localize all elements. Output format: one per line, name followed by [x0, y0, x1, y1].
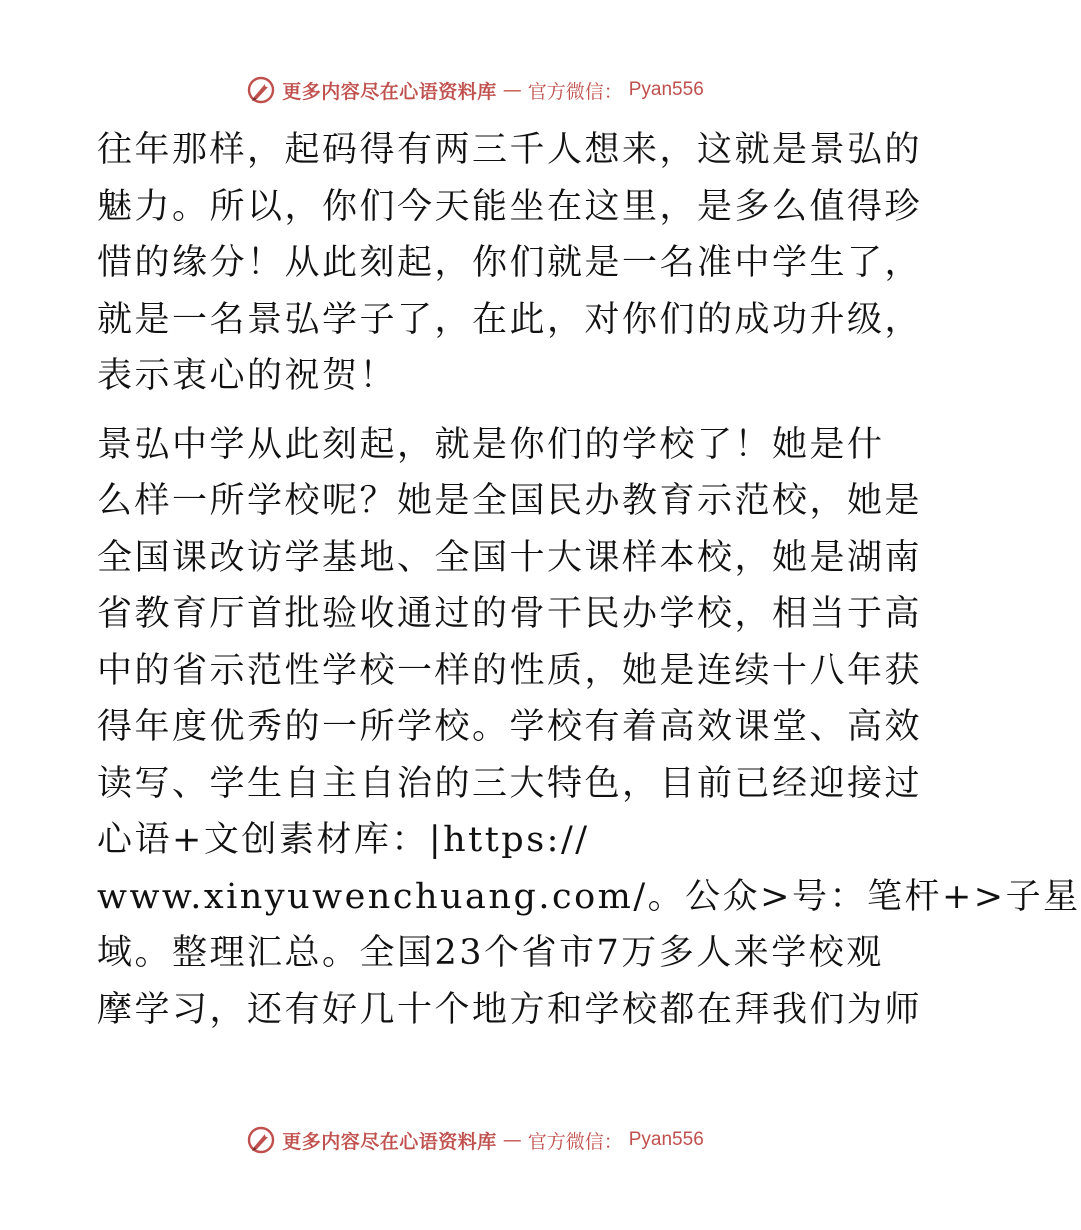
- footer-banner: [0, 1120, 950, 1160]
- banner-wechat-id: Pyan556: [628, 79, 704, 100]
- pen-logo-icon: [246, 75, 276, 105]
- text-line: 往年那样，起码得有两三千人想来，这就是景弘的: [97, 130, 923, 170]
- banner-wechat-label: 官方微信：: [527, 1130, 623, 1153]
- document-body: [97, 122, 1081, 1038]
- text-line: www.xinyuwenchuang.com/。公众>号：笔杆+>子星: [97, 876, 1081, 917]
- text-line: 就是一名景弘学子了，在此，对你们的成功升级，: [97, 299, 923, 340]
- text-line: 域。整理汇总。全国23个省市7万多人来学校观: [97, 933, 884, 973]
- text-line: 省教育厅首批验收通过的骨干民办学校，相当于高: [97, 594, 923, 634]
- paragraph-1: [97, 122, 923, 405]
- text-line: 表示衷心的祝贺！: [97, 356, 398, 396]
- text-line: 么样一所学校呢？她是全国民办教育示范校，她是: [97, 481, 923, 521]
- banner-title: 更多内容尽在心语资料库: [282, 1130, 497, 1153]
- banner-wechat-id: Pyan556: [628, 1129, 704, 1150]
- text-line: 心语+文创素材库：|https://: [97, 820, 590, 860]
- text-line: 得年度优秀的一所学校。学校有着高效课堂、高效: [97, 707, 923, 747]
- banner-dash: —: [502, 79, 522, 101]
- banner-wechat-label: 官方微信：: [527, 80, 623, 103]
- paragraph-gap: [97, 405, 857, 417]
- paragraph-2: [97, 417, 1081, 1039]
- text-line: 读写、学生自主自治的三大特色，目前已经迎接过: [97, 763, 923, 804]
- banner-dash: —: [502, 1129, 522, 1151]
- text-line: 摩学习，还有好几十个地方和学校都在拜我们为师: [97, 989, 923, 1030]
- text-line: 魅力。所以，你们今天能坐在这里，是多么值得珍: [97, 186, 923, 227]
- pen-logo-icon: [246, 1125, 276, 1155]
- text-line: 中的省示范性学校一样的性质，她是连续十八年获: [97, 650, 923, 691]
- text-line: 景弘中学从此刻起，就是你们的学校了！她是什: [97, 424, 885, 465]
- text-line: 惜的缘分！从此刻起，你们就是一名准中学生了，: [97, 243, 923, 283]
- text-line: 全国课改访学基地、全国十大课样本校，她是湖南: [97, 537, 923, 578]
- banner-title: 更多内容尽在心语资料库: [282, 80, 497, 103]
- header-banner: [0, 70, 950, 110]
